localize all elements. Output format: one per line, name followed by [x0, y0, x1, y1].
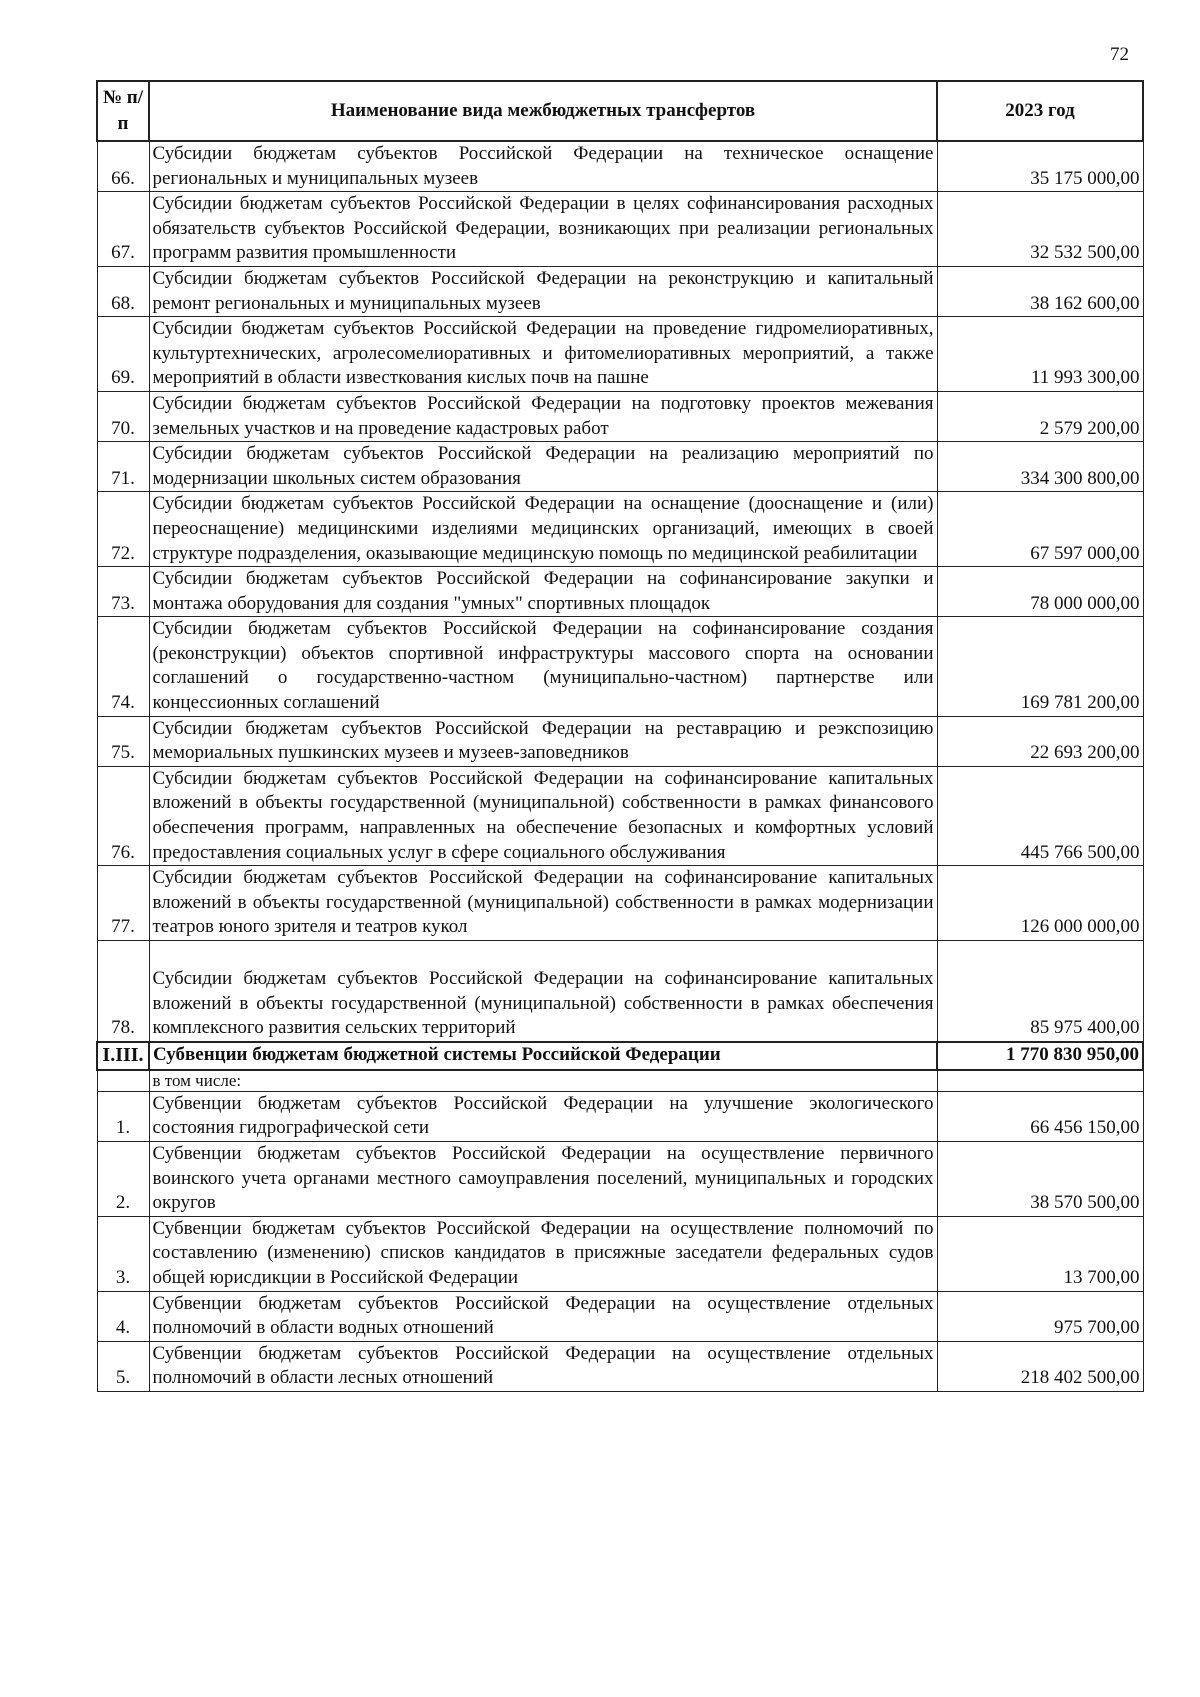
row-num: 68. — [97, 266, 149, 316]
row-amount: 169 781 200,00 — [937, 617, 1143, 716]
table-row — [97, 141, 1143, 192]
table-row — [97, 192, 1143, 267]
row-name: Субсидии бюджетам субъектов Российской Федерации на реставрацию и реэкспозицию мемориальных пушкинских музеев и музеев-заповедников — [149, 716, 937, 766]
row-num: 77. — [97, 866, 149, 941]
section-num: I.III. — [97, 1042, 149, 1070]
table-row — [97, 1141, 1143, 1216]
row-num: 1. — [97, 1091, 149, 1141]
table-row — [97, 317, 1143, 392]
intro-amount-empty — [937, 1070, 1143, 1092]
row-num: 69. — [97, 317, 149, 392]
row-amount: 32 532 500,00 — [937, 192, 1143, 267]
table-row — [97, 1341, 1143, 1391]
row-name: Субсидии бюджетам субъектов Российской Федерации на софинансирование капитальных вложений в объекты государственной (муниципальной) собственности в рамках модернизации театров юного зрителя и театров кукол — [149, 866, 937, 941]
row-name: Субсидии бюджетам субъектов Российской Федерации на софинансирование капитальных вложений в объекты государственной (муниципальной) собственности в рамках обеспечения комплексного развития сельских территорий — [149, 941, 937, 1042]
section-name: Субвенции бюджетам бюджетной системы Российской Федерации — [149, 1042, 937, 1070]
row-amount: 78 000 000,00 — [937, 567, 1143, 617]
page-number: 72 — [1110, 44, 1129, 65]
table-row — [97, 492, 1143, 567]
row-name: Субсидии бюджетам субъектов Российской Федерации на проведение гидромелиоративных, культуртехнических, агролесомелиоративных и фитомелиоративных мероприятий, а также мероприятий в области известкования кислых почв на пашне — [149, 317, 937, 392]
row-num: 74. — [97, 617, 149, 716]
row-num: 66. — [97, 141, 149, 192]
header-num: № п/п — [97, 81, 149, 141]
table-row — [97, 442, 1143, 492]
row-name: Субсидии бюджетам субъектов Российской Федерации на техническое оснащение региональных и муниципальных музеев — [149, 141, 937, 192]
row-amount: 13 700,00 — [937, 1216, 1143, 1291]
row-name: Субсидии бюджетам субъектов Российской Федерации на софинансирование капитальных вложений в объекты государственной (муниципальной) собственности в рамках финансового обеспечения программ, направленных на обеспечение безопасных и комфортных условий предоставления социальных услуг в сфере социального обслуживания — [149, 766, 937, 865]
row-num: 3. — [97, 1216, 149, 1291]
row-amount: 67 597 000,00 — [937, 492, 1143, 567]
row-name: Субсидии бюджетам субъектов Российской Федерации в целях софинансирования расходных обязательств субъектов Российской Федерации, возникающих при реализации региональных программ развития промышленности — [149, 192, 937, 267]
row-name: Субсидии бюджетам субъектов Российской Федерации на оснащение (дооснащение и (или) переоснащение) медицинскими изделиями медицинских организаций, имеющих в своей структуре подразделения, оказывающие медицинскую помощь по медицинской реабилитации — [149, 492, 937, 567]
row-amount: 126 000 000,00 — [937, 866, 1143, 941]
row-name: Субсидии бюджетам субъектов Российской Федерации на реализацию мероприятий по модернизации школьных систем образования — [149, 442, 937, 492]
row-num: 2. — [97, 1141, 149, 1216]
row-name: Субвенции бюджетам субъектов Российской Федерации на осуществление первичного воинского учета органами местного самоуправления поселений, муниципальных и городских округов — [149, 1141, 937, 1216]
row-amount: 38 162 600,00 — [937, 266, 1143, 316]
transfers-table — [96, 80, 1144, 1392]
row-num: 78. — [97, 941, 149, 1042]
intro-text: в том числе: — [149, 1070, 937, 1092]
row-amount: 2 579 200,00 — [937, 391, 1143, 441]
row-amount: 22 693 200,00 — [937, 716, 1143, 766]
row-amount: 66 456 150,00 — [937, 1091, 1143, 1141]
row-num: 72. — [97, 492, 149, 567]
table-row — [97, 266, 1143, 316]
table-row — [97, 391, 1143, 441]
row-name: Субсидии бюджетам субъектов Российской Федерации на реконструкцию и капитальный ремонт региональных и муниципальных музеев — [149, 266, 937, 316]
row-num: 75. — [97, 716, 149, 766]
table-row — [97, 716, 1143, 766]
row-num: 67. — [97, 192, 149, 267]
row-name: Субсидии бюджетам субъектов Российской Федерации на софинансирование закупки и монтажа оборудования для создания "умных" спортивных площадок — [149, 567, 937, 617]
row-name: Субсидии бюджетам субъектов Российской Федерации на подготовку проектов межевания земельных участков и на проведение кадастровых работ — [149, 391, 937, 441]
table-row — [97, 1091, 1143, 1141]
table-row — [97, 617, 1143, 716]
header-amount: 2023 год — [937, 81, 1143, 141]
row-amount: 445 766 500,00 — [937, 766, 1143, 865]
row-name: Субвенции бюджетам субъектов Российской Федерации на осуществление отдельных полномочий в области водных отношений — [149, 1291, 937, 1341]
intro-row — [97, 1070, 1143, 1092]
row-amount: 35 175 000,00 — [937, 141, 1143, 192]
row-amount: 334 300 800,00 — [937, 442, 1143, 492]
row-amount: 11 993 300,00 — [937, 317, 1143, 392]
table-row — [97, 1291, 1143, 1341]
row-num: 4. — [97, 1291, 149, 1341]
header-name: Наименование вида межбюджетных трансфертов — [149, 81, 937, 141]
table-row — [97, 766, 1143, 865]
row-num: 76. — [97, 766, 149, 865]
row-num: 5. — [97, 1341, 149, 1391]
row-amount: 218 402 500,00 — [937, 1341, 1143, 1391]
row-num: 70. — [97, 391, 149, 441]
row-amount: 975 700,00 — [937, 1291, 1143, 1341]
row-name: Субвенции бюджетам субъектов Российской Федерации на осуществление отдельных полномочий в области лесных отношений — [149, 1341, 937, 1391]
table-header-row — [97, 81, 1143, 141]
row-num: 73. — [97, 567, 149, 617]
table-row — [97, 567, 1143, 617]
table-row — [97, 941, 1143, 1042]
row-num: 71. — [97, 442, 149, 492]
row-amount: 85 975 400,00 — [937, 941, 1143, 1042]
table-row — [97, 866, 1143, 941]
table-row — [97, 1216, 1143, 1291]
row-name: Субсидии бюджетам субъектов Российской Федерации на софинансирование создания (реконструкции) объектов спортивной инфраструктуры массового спорта на основании соглашений о государственно-частном (муниципально-частном) партнерстве или концессионных соглашений — [149, 617, 937, 716]
section-row — [97, 1042, 1143, 1070]
section-amount: 1 770 830 950,00 — [937, 1042, 1143, 1070]
intro-num-empty — [97, 1070, 149, 1092]
row-name: Субвенции бюджетам субъектов Российской Федерации на осуществление полномочий по составлению (изменению) списков кандидатов в присяжные заседатели федеральных судов общей юрисдикции в Российской Федерации — [149, 1216, 937, 1291]
row-name: Субвенции бюджетам субъектов Российской Федерации на улучшение экологического состояния гидрографической сети — [149, 1091, 937, 1141]
row-amount: 38 570 500,00 — [937, 1141, 1143, 1216]
